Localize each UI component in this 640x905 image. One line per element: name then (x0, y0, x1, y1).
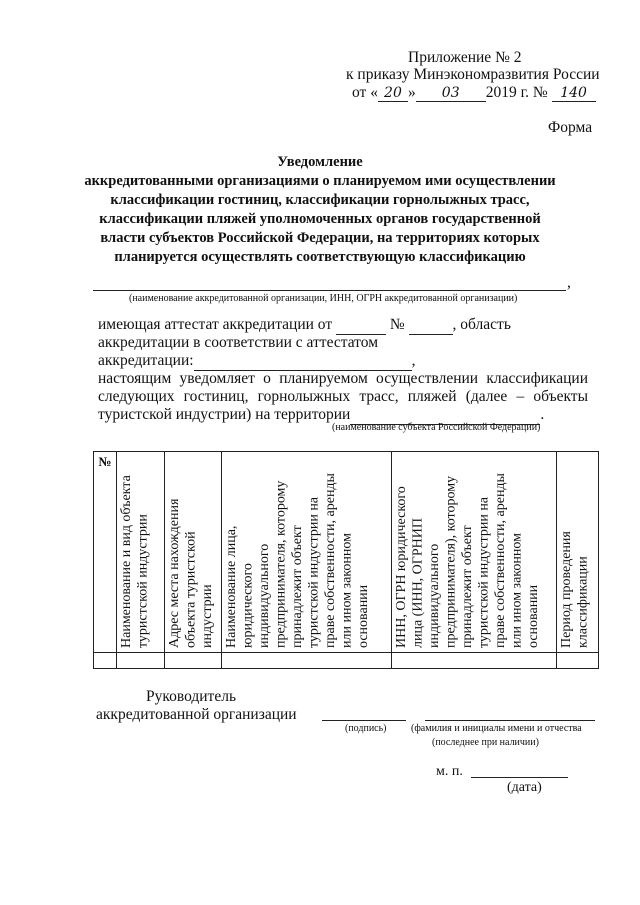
date-mid: » (407, 84, 416, 101)
heading-line-6: планируется осуществлять соответствующую классификацию (114, 249, 526, 265)
table-cell[interactable] (165, 653, 222, 669)
heading-line-5: власти субъектов Российской Федерации, на территориях которых (100, 230, 540, 246)
table-cell[interactable] (222, 653, 392, 669)
signature-head-1: Руководитель (146, 688, 237, 705)
signature-line[interactable] (322, 720, 406, 721)
heading-line-2: аккредитованными организациями о планируемом ими осуществлении (84, 173, 556, 189)
area-label: , область (452, 316, 511, 333)
objects-table (93, 451, 599, 669)
appendix-order: к приказу Минэкономразвития России (346, 66, 600, 83)
body-line-5: следующих гостиниц, горнолыжных трасс, пляжей (далее – объекты (98, 388, 588, 405)
body-line-4: настоящим уведомляет о планируемом осуществлении классификации (98, 370, 588, 387)
header-object-name-label: Наименование и вид объекта туристской индустрии (119, 475, 151, 648)
signature-head-2: аккредитованной организации (96, 706, 297, 723)
name-caption-1: (фамилия и инициалы имени и отчества (411, 723, 582, 734)
appendix-date (352, 84, 596, 102)
date-caption: (дата) (507, 780, 542, 795)
header-period (557, 452, 599, 653)
territory-dot: . (540, 406, 545, 423)
table-cell[interactable] (117, 653, 165, 669)
table-row[interactable] (94, 653, 599, 669)
header-address-label: Адрес места нахождения объекта туристской индустрии (167, 498, 215, 648)
accreditation-area-field[interactable] (194, 352, 412, 371)
header-owner-inn (392, 452, 557, 653)
header-period-label: Период проведения классификации (559, 531, 591, 648)
accreditation-area-label: аккредитации: (98, 352, 194, 369)
header-address (165, 452, 222, 653)
body-line-1 (98, 316, 511, 335)
number-sign: № (389, 316, 405, 333)
subject-caption: (наименование субъекта Российской Федерации) (332, 422, 541, 433)
org-comma: , (567, 274, 571, 291)
header-owner-inn-label: ИНН, ОГРН юридического лица (ИНН, ОГРНИП индивидуального предпринимателя), которому принадлежит объект туристской индустрии на праве собственности, аренды или ином законном основании (394, 473, 541, 648)
table-cell[interactable] (557, 653, 599, 669)
date-number: 140 (552, 85, 596, 102)
table-header-row (94, 452, 599, 653)
heading-title: Уведомление (277, 154, 363, 170)
heading-line-4: классификации пляжей уполномоченных органов государственной (99, 211, 541, 227)
table-cell[interactable] (392, 653, 557, 669)
header-owner-name (222, 452, 392, 653)
signature-caption: (подпись) (345, 723, 387, 734)
org-name-line[interactable] (93, 290, 566, 291)
stamp-label: м. п. (436, 764, 463, 779)
header-object-name (117, 452, 165, 653)
table-cell[interactable] (94, 653, 117, 669)
territory-label: туристской индустрии) на территории (98, 406, 351, 423)
org-caption: (наименование аккредитованной организации, ИНН, ОГРН аккредитованной организации) (129, 293, 518, 304)
form-label: Форма (548, 119, 593, 136)
header-number-label: № (98, 454, 112, 469)
header-number (94, 452, 117, 653)
date-prefix: от « (352, 84, 378, 101)
date-line[interactable] (471, 777, 568, 778)
body-line-3 (98, 352, 415, 371)
area-comma: , (411, 352, 416, 369)
header-owner-name-label: Наименование лица, юридического индивидуального предпринимателя, которому принадлежит объект туристской индустрии на праве собственности, аренды или ином законном основании (224, 473, 371, 648)
date-year: 2019 г. № (485, 84, 548, 101)
appendix-title: Приложение № 2 (408, 49, 522, 66)
accreditation-date-field[interactable] (336, 316, 386, 335)
accreditation-label: имеющая аттестат аккредитации от (98, 316, 333, 333)
date-month: 03 (416, 85, 486, 102)
accreditation-number-field[interactable] (409, 316, 453, 335)
heading-line-3: классификации гостиниц, классификации горнолыжных трасс, (110, 192, 530, 208)
name-line[interactable] (425, 720, 595, 721)
date-day: 20 (378, 85, 408, 102)
name-caption-2: (последнее при наличии) (432, 737, 539, 748)
body-line-2: аккредитации в соответствии с аттестатом (98, 334, 378, 351)
